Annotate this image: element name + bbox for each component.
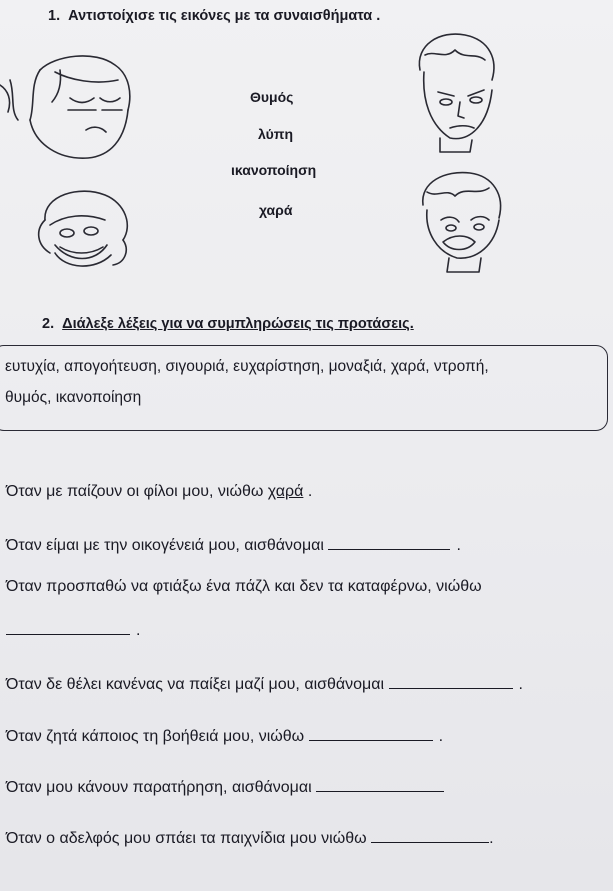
answer-blank[interactable] [371,828,489,843]
sad-boy-face-illustration [415,170,505,275]
sentence-5: Όταν ζητά κάποιος τη βοήθειά μου, νιώθω . [6,728,444,745]
crying-girl-face-illustration [0,50,140,170]
sentence-2: Όταν είμαι με την οικογένειά μου, αισθάνομαι . [6,537,461,554]
word-bank-line: θυμός, ικανοποίηση [5,389,142,406]
sentence-7: Όταν ο αδελφός μου σπάει τα παιχνίδια μου νιώθω . [6,830,494,847]
sentence-3: Όταν προσπαθώ να φτιάξω ένα πάζλ και δεν τα καταφέρνω, νιώθω [6,578,482,595]
answer-blank[interactable] [309,726,433,741]
word-bank-box [0,345,608,431]
exercise-2-heading: 2. Διάλεξε λέξεις για να συμπληρώσεις τις προτάσεις. [42,316,414,332]
sentence-6: Όταν μου κάνουν παρατήρηση, αισθάνομαι [6,777,444,797]
answer-blank[interactable] [389,674,513,689]
answer-blank[interactable] [316,777,444,792]
exercise-1-heading: 1. Αντιστοίχισε τις εικόνες με τα συναισθήματα . [48,8,381,24]
sentence-1: Όταν με παίζουν οι φίλοι μου, νιώθω χαρά . [6,483,313,500]
emotion-word: ικανοποίηση [231,162,317,178]
answer-blank[interactable] [6,620,130,635]
smiling-girl-face-illustration [25,185,135,275]
emotion-word: λύπη [258,126,293,142]
sentence-4: Όταν δε θέλει κανένας να παίξει μαζί μου, αισθάνομαι . [6,676,523,693]
angry-boy-face-illustration [410,30,500,155]
emotion-word: Θυμός [250,89,294,105]
filled-answer: χαρά [267,483,304,500]
emotion-word: χαρά [259,202,293,218]
answer-blank[interactable] [328,535,450,550]
sentence-3-continuation: . [6,620,140,640]
word-bank-line: ευτυχία, απογοήτευση, σιγουριά, ευχαρίστηση, μοναξιά, χαρά, ντροπή, [5,358,489,375]
